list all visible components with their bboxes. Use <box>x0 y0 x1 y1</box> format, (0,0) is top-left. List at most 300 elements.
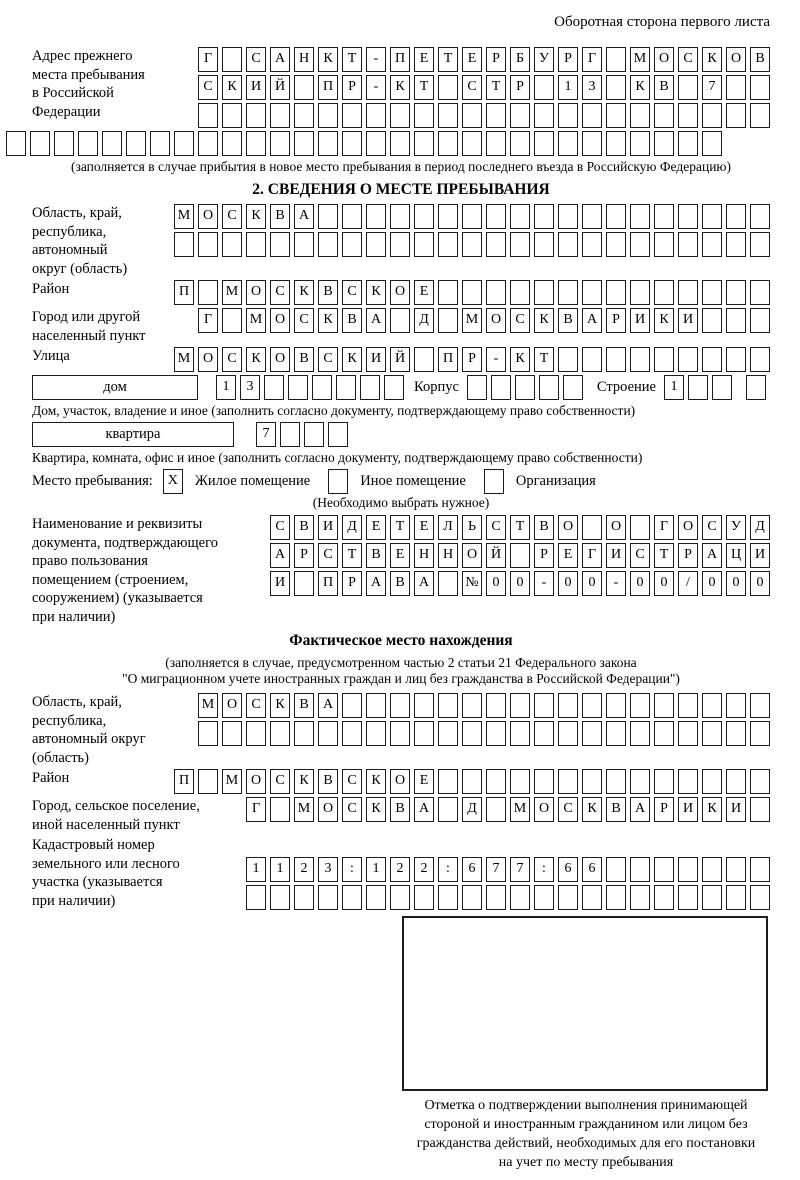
char-box[interactable]: 1 <box>664 375 684 400</box>
char-box[interactable] <box>510 885 530 910</box>
char-box[interactable]: О <box>654 47 674 72</box>
char-box[interactable] <box>294 75 314 100</box>
char-box[interactable]: О <box>318 797 338 822</box>
char-box[interactable]: Т <box>510 515 530 540</box>
char-box[interactable] <box>246 885 266 910</box>
char-box[interactable]: Г <box>246 797 266 822</box>
char-box[interactable] <box>630 885 650 910</box>
char-box[interactable]: О <box>198 204 218 229</box>
char-box[interactable] <box>630 131 650 156</box>
char-box[interactable] <box>342 232 362 257</box>
char-box[interactable] <box>510 769 530 794</box>
char-box[interactable] <box>510 693 530 718</box>
char-box[interactable] <box>198 103 218 128</box>
char-box[interactable] <box>318 232 338 257</box>
char-box[interactable] <box>750 721 770 746</box>
char-box[interactable] <box>678 857 698 882</box>
char-box[interactable]: - <box>534 571 554 596</box>
char-box[interactable]: И <box>630 308 650 333</box>
char-box[interactable]: С <box>270 769 290 794</box>
char-box[interactable]: Р <box>558 47 578 72</box>
char-box[interactable]: О <box>534 797 554 822</box>
char-box[interactable]: 1 <box>216 375 236 400</box>
char-box[interactable]: С <box>222 204 242 229</box>
char-box[interactable] <box>294 103 314 128</box>
char-box[interactable]: - <box>486 347 506 372</box>
char-box[interactable] <box>491 375 511 400</box>
char-box[interactable] <box>366 131 386 156</box>
organization-checkbox[interactable] <box>484 469 504 494</box>
char-box[interactable] <box>198 232 218 257</box>
char-box[interactable] <box>606 693 626 718</box>
char-box[interactable]: 0 <box>750 571 770 596</box>
char-box[interactable] <box>702 204 722 229</box>
char-box[interactable] <box>726 721 746 746</box>
char-box[interactable] <box>606 131 626 156</box>
char-box[interactable] <box>678 280 698 305</box>
char-box[interactable] <box>726 769 746 794</box>
char-box[interactable]: Й <box>486 543 506 568</box>
char-box[interactable] <box>750 232 770 257</box>
char-box[interactable] <box>270 232 290 257</box>
char-box[interactable] <box>630 347 650 372</box>
char-box[interactable] <box>294 885 314 910</box>
char-box[interactable]: И <box>606 543 626 568</box>
char-box[interactable]: А <box>294 204 314 229</box>
char-box[interactable] <box>510 280 530 305</box>
char-box[interactable] <box>582 131 602 156</box>
document-row-3[interactable] <box>270 571 770 596</box>
char-box[interactable] <box>606 857 626 882</box>
char-box[interactable] <box>318 204 338 229</box>
char-box[interactable]: К <box>630 75 650 100</box>
char-box[interactable]: П <box>174 769 194 794</box>
char-box[interactable]: С <box>246 47 266 72</box>
char-box[interactable] <box>342 103 362 128</box>
char-box[interactable] <box>534 232 554 257</box>
char-box[interactable]: И <box>246 75 266 100</box>
char-box[interactable] <box>534 885 554 910</box>
char-box[interactable]: В <box>318 280 338 305</box>
char-box[interactable]: И <box>678 797 698 822</box>
char-box[interactable] <box>630 857 650 882</box>
char-box[interactable] <box>328 469 348 494</box>
char-box[interactable]: - <box>366 47 386 72</box>
char-box[interactable] <box>270 797 290 822</box>
char-box[interactable] <box>750 75 770 100</box>
char-box[interactable] <box>606 103 626 128</box>
char-box[interactable]: К <box>222 75 242 100</box>
char-box[interactable]: : <box>342 857 362 882</box>
char-box[interactable]: М <box>198 693 218 718</box>
char-box[interactable] <box>558 103 578 128</box>
char-box[interactable]: И <box>750 543 770 568</box>
char-box[interactable]: Г <box>198 47 218 72</box>
char-box[interactable]: Р <box>342 75 362 100</box>
char-box[interactable] <box>702 308 722 333</box>
char-box[interactable] <box>534 131 554 156</box>
stay-option-other[interactable] <box>328 469 466 494</box>
char-box[interactable] <box>342 693 362 718</box>
char-box[interactable]: К <box>246 204 266 229</box>
char-box[interactable]: - <box>366 75 386 100</box>
char-box[interactable] <box>702 232 722 257</box>
residential-checkbox[interactable] <box>163 469 183 494</box>
char-box[interactable]: О <box>678 515 698 540</box>
char-box[interactable]: Д <box>750 515 770 540</box>
char-box[interactable] <box>726 857 746 882</box>
prev-address-row-1[interactable] <box>198 47 770 72</box>
char-box[interactable]: К <box>294 769 314 794</box>
char-box[interactable]: 0 <box>654 571 674 596</box>
char-box[interactable] <box>390 308 410 333</box>
char-box[interactable] <box>630 280 650 305</box>
char-box[interactable]: И <box>726 797 746 822</box>
char-box[interactable] <box>438 797 458 822</box>
char-box[interactable]: Р <box>510 75 530 100</box>
region-row-2[interactable] <box>174 232 770 257</box>
region-row-1[interactable] <box>174 204 770 229</box>
char-box[interactable]: Р <box>654 797 674 822</box>
char-box[interactable] <box>486 103 506 128</box>
char-box[interactable] <box>246 232 266 257</box>
char-box[interactable]: - <box>606 571 626 596</box>
char-box[interactable]: С <box>270 280 290 305</box>
char-box[interactable] <box>702 885 722 910</box>
char-box[interactable] <box>726 693 746 718</box>
char-box[interactable]: В <box>366 543 386 568</box>
char-box[interactable]: 1 <box>246 857 266 882</box>
char-box[interactable] <box>750 204 770 229</box>
char-box[interactable] <box>438 204 458 229</box>
char-box[interactable] <box>390 204 410 229</box>
prev-address-row-2[interactable] <box>198 75 770 100</box>
char-box[interactable] <box>414 103 434 128</box>
char-box[interactable]: Р <box>486 47 506 72</box>
char-box[interactable]: О <box>462 543 482 568</box>
char-box[interactable]: 6 <box>558 857 578 882</box>
char-box[interactable] <box>414 347 434 372</box>
char-box[interactable] <box>438 885 458 910</box>
char-box[interactable] <box>582 280 602 305</box>
char-box[interactable]: В <box>270 204 290 229</box>
char-box[interactable] <box>484 469 504 494</box>
char-box[interactable] <box>486 232 506 257</box>
char-box[interactable]: Е <box>390 543 410 568</box>
char-box[interactable]: С <box>702 515 722 540</box>
char-box[interactable] <box>558 721 578 746</box>
char-box[interactable] <box>390 721 410 746</box>
char-box[interactable] <box>390 131 410 156</box>
char-box[interactable] <box>750 347 770 372</box>
char-box[interactable]: С <box>486 515 506 540</box>
char-box[interactable]: К <box>318 308 338 333</box>
char-box[interactable] <box>438 75 458 100</box>
char-box[interactable]: 7 <box>256 422 276 447</box>
char-box[interactable]: В <box>750 47 770 72</box>
char-box[interactable] <box>174 232 194 257</box>
stay-option-residential[interactable] <box>163 469 310 494</box>
char-box[interactable] <box>563 375 583 400</box>
char-box[interactable] <box>558 693 578 718</box>
char-box[interactable] <box>438 721 458 746</box>
char-box[interactable]: С <box>342 797 362 822</box>
char-box[interactable]: А <box>702 543 722 568</box>
char-box[interactable]: С <box>246 693 266 718</box>
cadastral-row-1[interactable] <box>246 857 770 882</box>
char-box[interactable]: А <box>318 693 338 718</box>
char-box[interactable] <box>702 693 722 718</box>
char-box[interactable] <box>510 204 530 229</box>
char-box[interactable] <box>102 131 122 156</box>
other-premises-checkbox[interactable] <box>328 469 348 494</box>
char-box[interactable] <box>198 131 218 156</box>
char-box[interactable] <box>606 75 626 100</box>
char-box[interactable]: И <box>318 515 338 540</box>
char-box[interactable]: Т <box>414 75 434 100</box>
char-box[interactable] <box>312 375 332 400</box>
char-box[interactable] <box>414 232 434 257</box>
char-box[interactable] <box>366 204 386 229</box>
char-box[interactable]: М <box>222 769 242 794</box>
char-box[interactable]: А <box>582 308 602 333</box>
char-box[interactable] <box>270 885 290 910</box>
char-box[interactable] <box>342 204 362 229</box>
char-box[interactable]: Р <box>462 347 482 372</box>
char-box[interactable] <box>678 693 698 718</box>
char-box[interactable] <box>510 103 530 128</box>
char-box[interactable] <box>174 131 194 156</box>
char-box[interactable]: 1 <box>270 857 290 882</box>
char-box[interactable] <box>582 103 602 128</box>
char-box[interactable] <box>294 721 314 746</box>
char-box[interactable] <box>462 885 482 910</box>
char-box[interactable] <box>288 375 308 400</box>
actual-region-row-2[interactable] <box>198 721 770 746</box>
char-box[interactable] <box>750 769 770 794</box>
char-box[interactable] <box>750 308 770 333</box>
char-box[interactable]: М <box>462 308 482 333</box>
char-box[interactable]: М <box>246 308 266 333</box>
char-box[interactable] <box>582 347 602 372</box>
char-box[interactable] <box>726 232 746 257</box>
char-box[interactable] <box>366 103 386 128</box>
char-box[interactable]: : <box>534 857 554 882</box>
char-box[interactable] <box>360 375 380 400</box>
char-box[interactable] <box>515 375 535 400</box>
char-box[interactable]: И <box>366 347 386 372</box>
char-box[interactable]: М <box>222 280 242 305</box>
char-box[interactable]: И <box>270 571 290 596</box>
char-box[interactable]: X <box>163 469 183 494</box>
char-box[interactable] <box>606 280 626 305</box>
char-box[interactable] <box>558 232 578 257</box>
char-box[interactable]: Г <box>582 543 602 568</box>
char-box[interactable]: У <box>726 515 746 540</box>
char-box[interactable]: Т <box>438 47 458 72</box>
char-box[interactable] <box>558 769 578 794</box>
char-box[interactable]: А <box>414 797 434 822</box>
char-box[interactable]: С <box>510 308 530 333</box>
street-row[interactable] <box>174 347 770 372</box>
char-box[interactable]: Т <box>342 47 362 72</box>
char-box[interactable] <box>384 375 404 400</box>
char-box[interactable] <box>630 103 650 128</box>
char-box[interactable] <box>438 131 458 156</box>
char-box[interactable]: Г <box>654 515 674 540</box>
char-box[interactable] <box>30 131 50 156</box>
char-box[interactable] <box>366 693 386 718</box>
char-box[interactable] <box>630 693 650 718</box>
char-box[interactable] <box>486 885 506 910</box>
char-box[interactable]: 1 <box>366 857 386 882</box>
char-box[interactable] <box>654 103 674 128</box>
char-box[interactable] <box>702 721 722 746</box>
char-box[interactable] <box>582 232 602 257</box>
char-box[interactable] <box>746 375 766 400</box>
char-box[interactable]: П <box>438 347 458 372</box>
char-box[interactable]: М <box>510 797 530 822</box>
char-box[interactable]: У <box>534 47 554 72</box>
char-box[interactable] <box>702 131 722 156</box>
char-box[interactable]: 0 <box>510 571 530 596</box>
cadastral-row-2[interactable] <box>246 885 770 910</box>
char-box[interactable]: В <box>294 347 314 372</box>
char-box[interactable] <box>630 769 650 794</box>
char-box[interactable] <box>630 515 650 540</box>
char-box[interactable]: А <box>270 543 290 568</box>
char-box[interactable] <box>582 885 602 910</box>
char-box[interactable]: 0 <box>486 571 506 596</box>
char-box[interactable] <box>294 232 314 257</box>
char-box[interactable] <box>150 131 170 156</box>
char-box[interactable]: К <box>582 797 602 822</box>
char-box[interactable] <box>702 769 722 794</box>
char-box[interactable] <box>582 693 602 718</box>
char-box[interactable]: Р <box>534 543 554 568</box>
char-box[interactable] <box>222 721 242 746</box>
char-box[interactable] <box>654 131 674 156</box>
char-box[interactable] <box>438 232 458 257</box>
char-box[interactable]: 2 <box>414 857 434 882</box>
char-box[interactable] <box>270 131 290 156</box>
char-box[interactable]: С <box>222 347 242 372</box>
char-box[interactable]: Е <box>414 47 434 72</box>
char-box[interactable]: К <box>366 797 386 822</box>
char-box[interactable]: К <box>366 769 386 794</box>
char-box[interactable] <box>318 885 338 910</box>
char-box[interactable]: П <box>390 47 410 72</box>
char-box[interactable]: 7 <box>510 857 530 882</box>
char-box[interactable] <box>702 857 722 882</box>
char-box[interactable] <box>678 721 698 746</box>
actual-region-row-1[interactable] <box>198 693 770 718</box>
char-box[interactable] <box>246 131 266 156</box>
char-box[interactable] <box>438 693 458 718</box>
char-box[interactable]: В <box>606 797 626 822</box>
char-box[interactable]: О <box>558 515 578 540</box>
char-box[interactable] <box>654 280 674 305</box>
char-box[interactable] <box>78 131 98 156</box>
char-box[interactable] <box>486 721 506 746</box>
char-box[interactable]: К <box>366 280 386 305</box>
char-box[interactable] <box>366 721 386 746</box>
char-box[interactable] <box>462 769 482 794</box>
stroenie-extra-box[interactable] <box>746 375 766 400</box>
char-box[interactable] <box>510 543 530 568</box>
char-box[interactable]: А <box>366 571 386 596</box>
char-box[interactable] <box>678 347 698 372</box>
char-box[interactable] <box>678 103 698 128</box>
char-box[interactable] <box>678 204 698 229</box>
char-box[interactable]: В <box>342 308 362 333</box>
char-box[interactable] <box>726 347 746 372</box>
char-box[interactable]: С <box>678 47 698 72</box>
char-box[interactable] <box>486 693 506 718</box>
char-box[interactable]: 6 <box>582 857 602 882</box>
char-box[interactable]: № <box>462 571 482 596</box>
prev-address-row-3[interactable] <box>198 103 770 128</box>
char-box[interactable]: Е <box>414 769 434 794</box>
char-box[interactable] <box>654 721 674 746</box>
char-box[interactable] <box>414 721 434 746</box>
char-box[interactable]: 0 <box>582 571 602 596</box>
char-box[interactable]: С <box>342 769 362 794</box>
char-box[interactable] <box>6 131 26 156</box>
char-box[interactable]: Н <box>438 543 458 568</box>
char-box[interactable] <box>534 769 554 794</box>
char-box[interactable]: Е <box>366 515 386 540</box>
char-box[interactable]: К <box>246 347 266 372</box>
char-box[interactable] <box>510 232 530 257</box>
char-box[interactable]: В <box>654 75 674 100</box>
char-box[interactable] <box>198 721 218 746</box>
char-box[interactable]: 7 <box>702 75 722 100</box>
char-box[interactable] <box>582 769 602 794</box>
char-box[interactable]: С <box>318 543 338 568</box>
korpus-row[interactable] <box>467 375 583 400</box>
char-box[interactable]: С <box>630 543 650 568</box>
char-box[interactable]: Р <box>606 308 626 333</box>
char-box[interactable] <box>342 721 362 746</box>
char-box[interactable] <box>712 375 732 400</box>
char-box[interactable]: К <box>294 280 314 305</box>
char-box[interactable] <box>606 47 626 72</box>
char-box[interactable]: Л <box>438 515 458 540</box>
char-box[interactable]: О <box>246 769 266 794</box>
char-box[interactable] <box>462 280 482 305</box>
char-box[interactable]: О <box>222 693 242 718</box>
char-box[interactable] <box>414 693 434 718</box>
char-box[interactable]: К <box>702 47 722 72</box>
char-box[interactable]: А <box>630 797 650 822</box>
char-box[interactable]: Т <box>486 75 506 100</box>
char-box[interactable] <box>462 204 482 229</box>
char-box[interactable]: Ц <box>726 543 746 568</box>
char-box[interactable]: В <box>390 571 410 596</box>
char-box[interactable] <box>366 885 386 910</box>
char-box[interactable]: 3 <box>240 375 260 400</box>
char-box[interactable]: О <box>198 347 218 372</box>
char-box[interactable] <box>390 693 410 718</box>
char-box[interactable]: О <box>390 769 410 794</box>
char-box[interactable] <box>270 103 290 128</box>
char-box[interactable] <box>198 280 218 305</box>
char-box[interactable] <box>414 131 434 156</box>
char-box[interactable] <box>654 204 674 229</box>
char-box[interactable]: С <box>318 347 338 372</box>
char-box[interactable] <box>366 232 386 257</box>
